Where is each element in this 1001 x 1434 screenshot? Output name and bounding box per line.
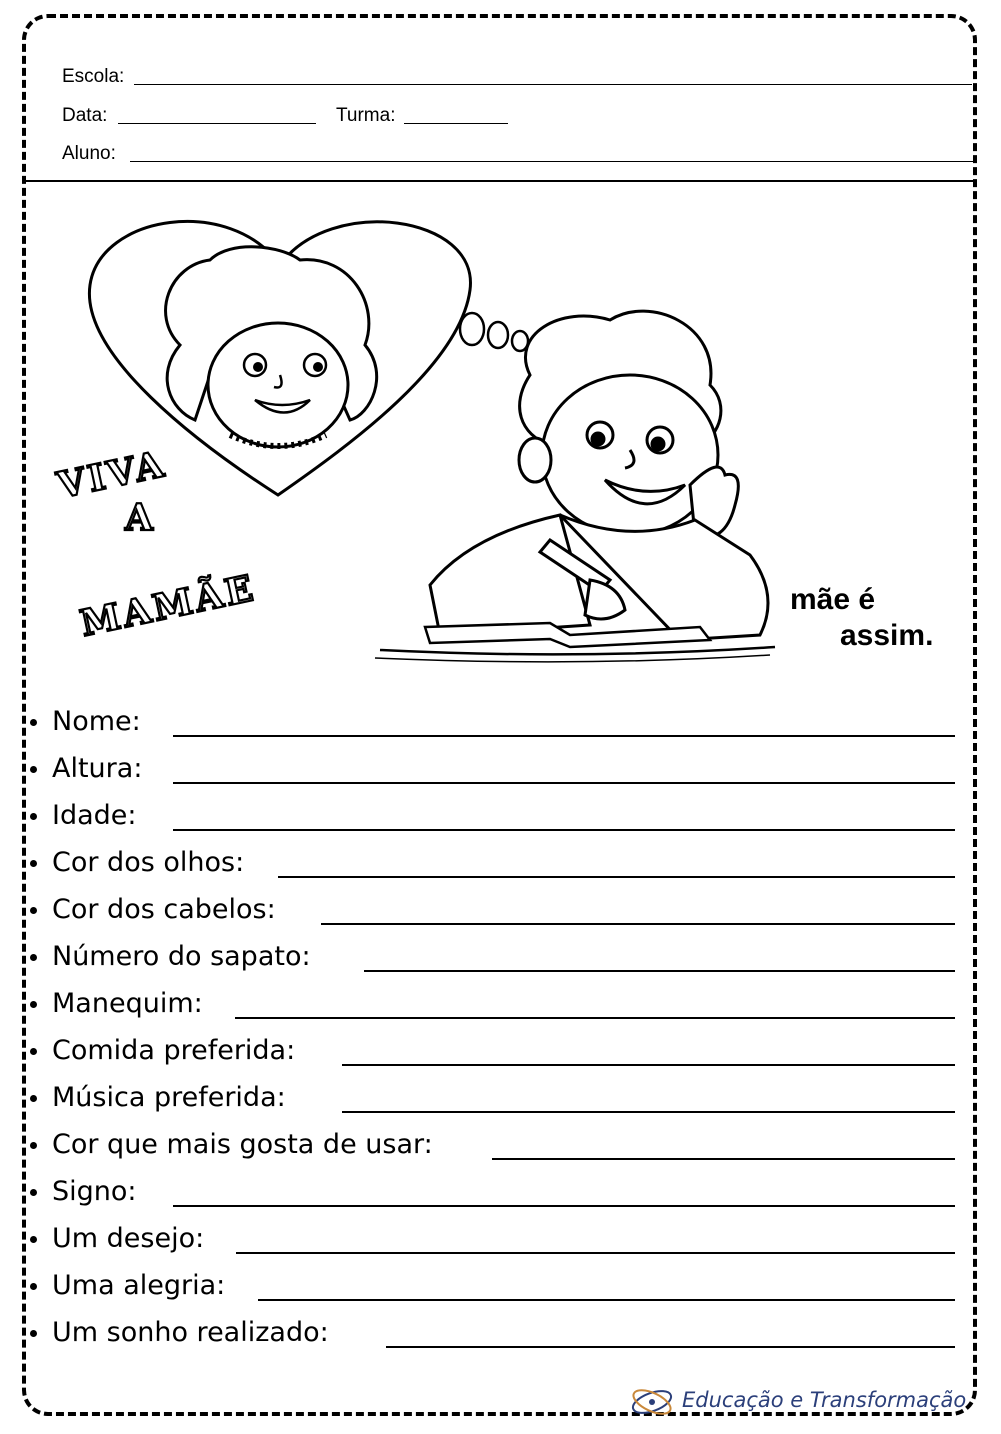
question-row [30,1316,960,1356]
question-row [30,1034,960,1074]
answer-line-shoe-size[interactable] [364,970,955,972]
question-row [30,752,960,792]
viva-title-line2: A [125,497,156,539]
question-label: Cor que mais gosta de usar: [52,1129,433,1160]
caption-line1: mãe é [790,583,876,616]
question-row [30,846,960,886]
desk-line [380,647,775,654]
bullet-icon [30,766,37,773]
question-label: Um sonho realizado: [52,1317,329,1348]
answer-line-dream[interactable] [386,1346,955,1348]
boy-writing-icon [430,311,768,640]
question-row [30,1222,960,1262]
question-row [30,799,960,839]
school-field[interactable] [134,84,972,85]
answer-line-favorite-color[interactable] [492,1158,955,1160]
bullet-icon [30,1236,37,1243]
bullet-icon [30,1001,37,1008]
bullet-icon [30,719,37,726]
question-label: Nome: [52,706,141,737]
question-label: Cor dos cabelos: [52,894,276,925]
question-label: Uma alegria: [52,1270,226,1301]
bullet-icon [30,813,37,820]
bullet-icon [30,1283,37,1290]
date-label: Data: [62,105,108,126]
question-label: Um desejo: [52,1223,205,1254]
answer-line-sign[interactable] [173,1205,955,1207]
question-label: Comida preferida: [52,1035,296,1066]
answer-line-wish[interactable] [236,1252,955,1254]
bullet-icon [30,860,37,867]
student-field[interactable] [130,161,974,162]
viva-title-line3: MAMÃE [76,566,260,645]
class-label: Turma: [336,105,396,126]
question-row [30,1175,960,1215]
question-label: Altura: [52,753,143,784]
viva-title-line1: VIVA [53,442,170,507]
question-label: Número do sapato: [52,941,311,972]
orbit-logo-icon [628,1386,676,1418]
bullet-icon [30,907,37,914]
answer-line-eye-color[interactable] [278,876,955,878]
question-label: Manequim: [52,988,203,1019]
question-label: Música preferida: [52,1082,286,1113]
answer-line-height[interactable] [173,782,955,784]
question-row [30,893,960,933]
question-label: Cor dos olhos: [52,847,245,878]
bullet-icon [30,954,37,961]
mothers-day-illustration [30,195,970,675]
answer-line-age[interactable] [173,829,955,831]
question-row [30,940,960,980]
caption-line2: assim. [840,619,934,652]
answer-line-dress-size[interactable] [235,1017,955,1019]
bullet-icon [30,1330,37,1337]
answer-line-name[interactable] [173,735,955,737]
question-row [30,1128,960,1168]
question-row [30,1081,960,1121]
school-label: Escola: [62,66,125,87]
question-row [30,705,960,745]
bullet-icon [30,1189,37,1196]
date-field[interactable] [118,123,316,124]
answer-line-joy[interactable] [258,1299,955,1301]
bullet-icon [30,1095,37,1102]
bullet-icon [30,1048,37,1055]
student-label: Aluno: [62,143,116,164]
answer-line-hair-color[interactable] [321,923,955,925]
answer-line-favorite-food[interactable] [342,1064,955,1066]
footer-brand [628,1384,967,1418]
class-field[interactable] [404,123,508,124]
answer-line-favorite-music[interactable] [342,1111,955,1113]
question-label: Signo: [52,1176,137,1207]
bullet-icon [30,1142,37,1149]
question-row [30,987,960,1027]
question-row [30,1269,960,1309]
question-label: Idade: [52,800,137,831]
footer-brand-text: Educação e Transformação [682,1388,967,1412]
header-divider [24,180,976,182]
